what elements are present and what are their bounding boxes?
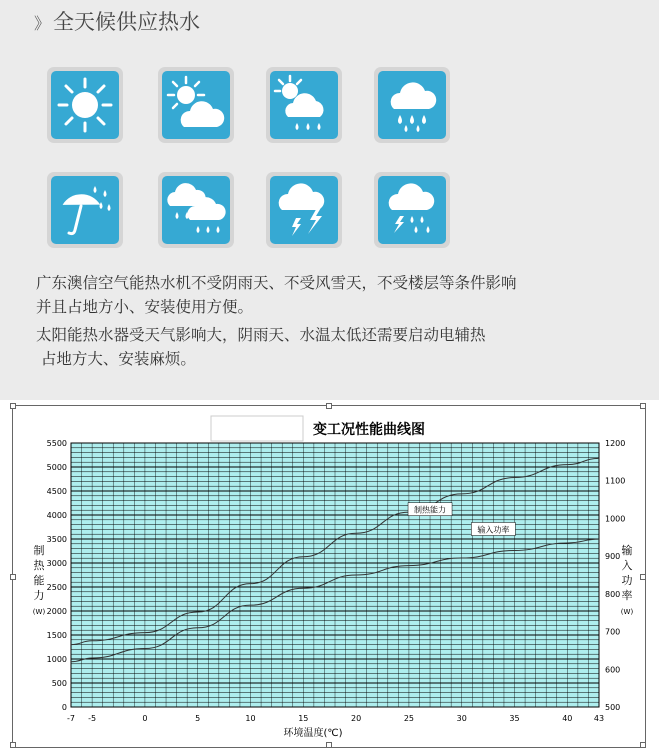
y-right-tick-label: 600 — [605, 665, 621, 675]
x-axis-label: 环境温度(℃) — [283, 728, 343, 739]
thunderstorm-icon — [266, 172, 342, 248]
chart-canvas — [13, 406, 645, 747]
y-left-tick-label: 4000 — [46, 511, 67, 520]
resize-handle — [640, 403, 646, 409]
resize-handle — [10, 574, 16, 580]
umbrella-rain-icon — [47, 172, 123, 248]
resize-handle — [640, 742, 646, 748]
y-left-label-char: 能 — [33, 574, 45, 587]
y-axis-label-right — [621, 543, 634, 616]
y-left-tick-label: 5500 — [46, 439, 67, 448]
x-tick-label: 43 — [593, 714, 605, 723]
sunny-icon — [47, 67, 123, 143]
y-left-tick-label: 0 — [61, 703, 67, 712]
y-left-tick-label: 2000 — [46, 607, 67, 616]
y-left-tick-label: 3500 — [46, 535, 67, 544]
rain-cloud-icon — [374, 67, 450, 143]
y-left-tick-label: 4500 — [46, 487, 67, 496]
y-right-tick-label: 800 — [605, 589, 621, 599]
sun-cloud-icon — [158, 67, 234, 143]
x-tick-label: 35 — [509, 714, 520, 723]
y-axis-label-left — [33, 543, 46, 616]
y-right-label-char: 率 — [621, 589, 633, 602]
x-tick-label: -7 — [67, 714, 75, 723]
y-right-tick-label: 500 — [605, 703, 621, 712]
resize-handle — [326, 742, 332, 748]
section-heading — [34, 6, 200, 36]
section-title: 全天候供应热水 — [53, 10, 201, 34]
y-right-tick-label: 900 — [605, 552, 621, 562]
x-tick-label: 0 — [142, 714, 148, 723]
x-tick-label: 40 — [562, 714, 573, 723]
x-tick-label: 25 — [403, 714, 415, 723]
x-tick-label: 10 — [245, 714, 256, 723]
series-label-2 — [471, 522, 515, 535]
y-right-label-char: 入 — [621, 559, 633, 572]
x-tick-label: 15 — [298, 714, 309, 723]
paragraph-line: 广东澳信空气能热水机不受阴雨天、不受风雪天，不受楼层等条件影响 — [36, 274, 517, 292]
sun-rain-icon — [266, 67, 342, 143]
paragraph-line: 太阳能热水器受天气影响大，阴雨天、水温太低还需要启动电辅热 — [36, 326, 486, 344]
y-left-tick-label: 5000 — [46, 463, 67, 472]
y-right-tick-label: 1100 — [605, 476, 626, 486]
x-tick-label: 5 — [195, 714, 201, 723]
y-right-label-char: 输 — [621, 544, 633, 557]
resize-handle — [640, 574, 646, 580]
y-right-label-char: 功 — [621, 574, 633, 587]
performance-chart — [12, 405, 646, 748]
y-right-tick-label: 700 — [605, 627, 621, 637]
x-tick-label: 30 — [456, 714, 467, 723]
paragraph-line: 占地方大、安装麻烦。 — [36, 350, 196, 368]
x-tick-label: -5 — [88, 714, 97, 723]
y-left-label-char: (W) — [32, 608, 46, 616]
y-right-tick-label: 1000 — [605, 514, 626, 524]
y-left-tick-label: 2500 — [46, 583, 67, 592]
thunder-rain-icon — [374, 172, 450, 248]
y-left-label-char: 力 — [33, 589, 45, 602]
y-left-tick-label: 3000 — [46, 559, 67, 568]
y-right-tick-label: 1200 — [605, 439, 626, 448]
resize-handle — [326, 403, 332, 409]
heavy-rain-icon — [158, 172, 234, 248]
y-left-tick-label: 1000 — [46, 655, 67, 664]
resize-handle — [10, 403, 16, 409]
y-right-label-char: (W) — [620, 608, 634, 616]
series-label-text: 制热能力 — [414, 505, 447, 515]
series-label-1 — [408, 503, 452, 516]
x-tick-label: 20 — [351, 714, 362, 723]
resize-handle — [10, 742, 16, 748]
paragraph-solar-heater — [36, 323, 626, 371]
y-left-label-char: 热 — [33, 559, 45, 572]
title-blank-box — [211, 416, 303, 441]
y-left-label-char: 制 — [33, 544, 45, 557]
y-left-tick-label: 1500 — [46, 631, 67, 640]
paragraph-air-heater — [36, 271, 626, 319]
series-label-text: 输入功率 — [477, 525, 510, 535]
paragraph-line: 并且占地方小、安装使用方便。 — [36, 298, 254, 316]
chart-title: 变工况性能曲线图 — [313, 422, 425, 438]
y-left-tick-label: 500 — [51, 679, 67, 688]
chevron-icon: 》 — [34, 14, 48, 33]
